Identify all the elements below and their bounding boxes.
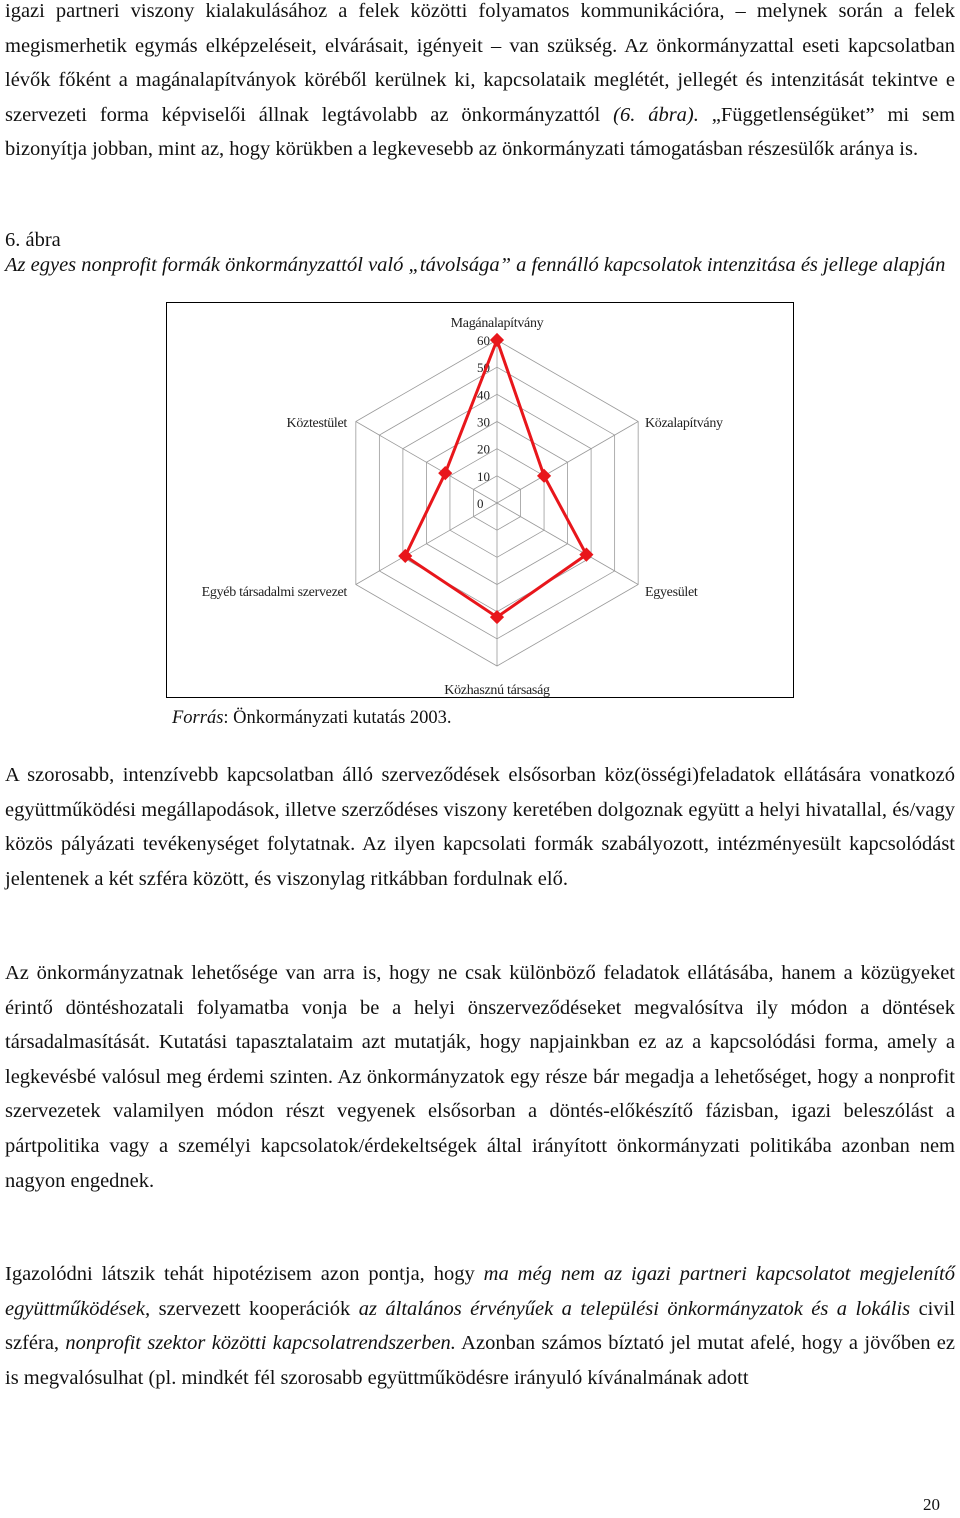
tick-label: 30: [477, 414, 490, 430]
paragraph-2: A szorosabb, intenzívebb kapcsolatban álló szerveződések elsősorban köz(össégi)feladatok ellátására vonatkozó együttműködési megállapodások, illetve szerződéses viszony keretében dolgoznak együtt a helyi hivatallal, és/vagy közös pályázati tevékenységet folytatnak. Az ilyen kapcsolati formák szabályozott, intézményesült kapcsolódást jelentenek a két szféra között, és viszonylag ritkábban fordulnak elő.: [5, 764, 955, 890]
radar-category-labels: [202, 316, 723, 697]
figure-number: 6. ábra: [5, 229, 61, 251]
figure-source: Forrás: Önkormányzati kutatás 2003.: [172, 708, 452, 728]
figure-reference: (6. ábra).: [613, 103, 699, 126]
tick-label: 60: [477, 333, 490, 348]
category-label: Egyesület: [645, 585, 698, 600]
radar-chart-frame: [166, 302, 794, 698]
series-point: [537, 469, 551, 483]
tick-label: 50: [477, 360, 490, 376]
tick-label: 10: [477, 468, 490, 484]
radar-chart: [167, 303, 793, 697]
series-point: [490, 333, 504, 347]
figure-title: Az egyes nonprofit formák önkormányzattól való „távolsága” a fennálló kapcsolatok intenzitása és jellege alapján: [5, 254, 946, 276]
paragraph-3: Az önkormányzatnak lehetősége van arra is, hogy ne csak különböző feladatok ellátásába, hanem a közügyeket érintő döntéshozatali folyamatba vonja be a helyi önszerveződéseket megvalósítva ily módon a döntések társadalmasítását. Kutatási tapasztalataim azt mutatják, hogy napjainkban ez az a kapcsolódási forma, amely a legkevésbé valósul meg érdemi szinten. Az önkormányzatok egy része bár megadja a lehetőséget, hogy a nonprofit szervezetek valamilyen módon részt vegyenek elsősorban a döntés-előkészítő fázisban, igazi beleszólást a pártpolitika vagy a személyi kapcsolatok/érdekeltségek által irányított önkormányzati politikába azonban nem nagyon engednek.: [5, 962, 955, 1192]
tick-label: 40: [477, 387, 490, 403]
tick-label: 20: [477, 441, 490, 457]
tick-label: 0: [477, 496, 484, 511]
category-label: Egyéb társadalmi szervezet: [201, 585, 347, 600]
category-label: Köztestület: [286, 416, 347, 431]
paragraph-4: Igazolódni látszik tehát hipotézisem azon pontja, hogy ma még nem az igazi partneri kapcsolatot megjelenítő együttműködések, szervezett kooperációk az általános érvényűek a települési önkormányzatok és a lokális civil szféra, nonprofit szektor közötti kapcsolatrendszerben. Azonban számos bíztató jel mutat afelé, hogy a jövőben ez is megvalósulhat (pl. mindkét fél szorosabb együttműködésre irányuló kívánalmának adott: [5, 1263, 956, 1389]
page-number: 20: [923, 1495, 940, 1514]
radar-series: [398, 333, 593, 624]
category-label: Magánalapítvány: [450, 316, 544, 331]
category-label: Közhasznú társaság: [444, 683, 550, 697]
category-label: Közalapítvány: [645, 416, 723, 431]
paragraph-1: igazi partneri viszony kialakulásához a felek közötti folyamatos kommunikációra, – melynek során a felek megismerhetik egymás elképzeléseit, elvárásait, igényeit – van szükség. Az önkormányzattal eseti kapcsolatban lévők főként a magánalapítványok köréből kerülnek ki, kapcsolataik meglétét, jellegét és intenzitását tekintve e szervezeti forma képviselői állnak legtávolabb az önkormányzattól (6. ábra). „Függetlenségüket” mi sem bizonyítja jobban, mint az, hogy körükben a legkevesebb az önkormányzati támogatásban részesülők aránya is.: [5, 0, 955, 161]
